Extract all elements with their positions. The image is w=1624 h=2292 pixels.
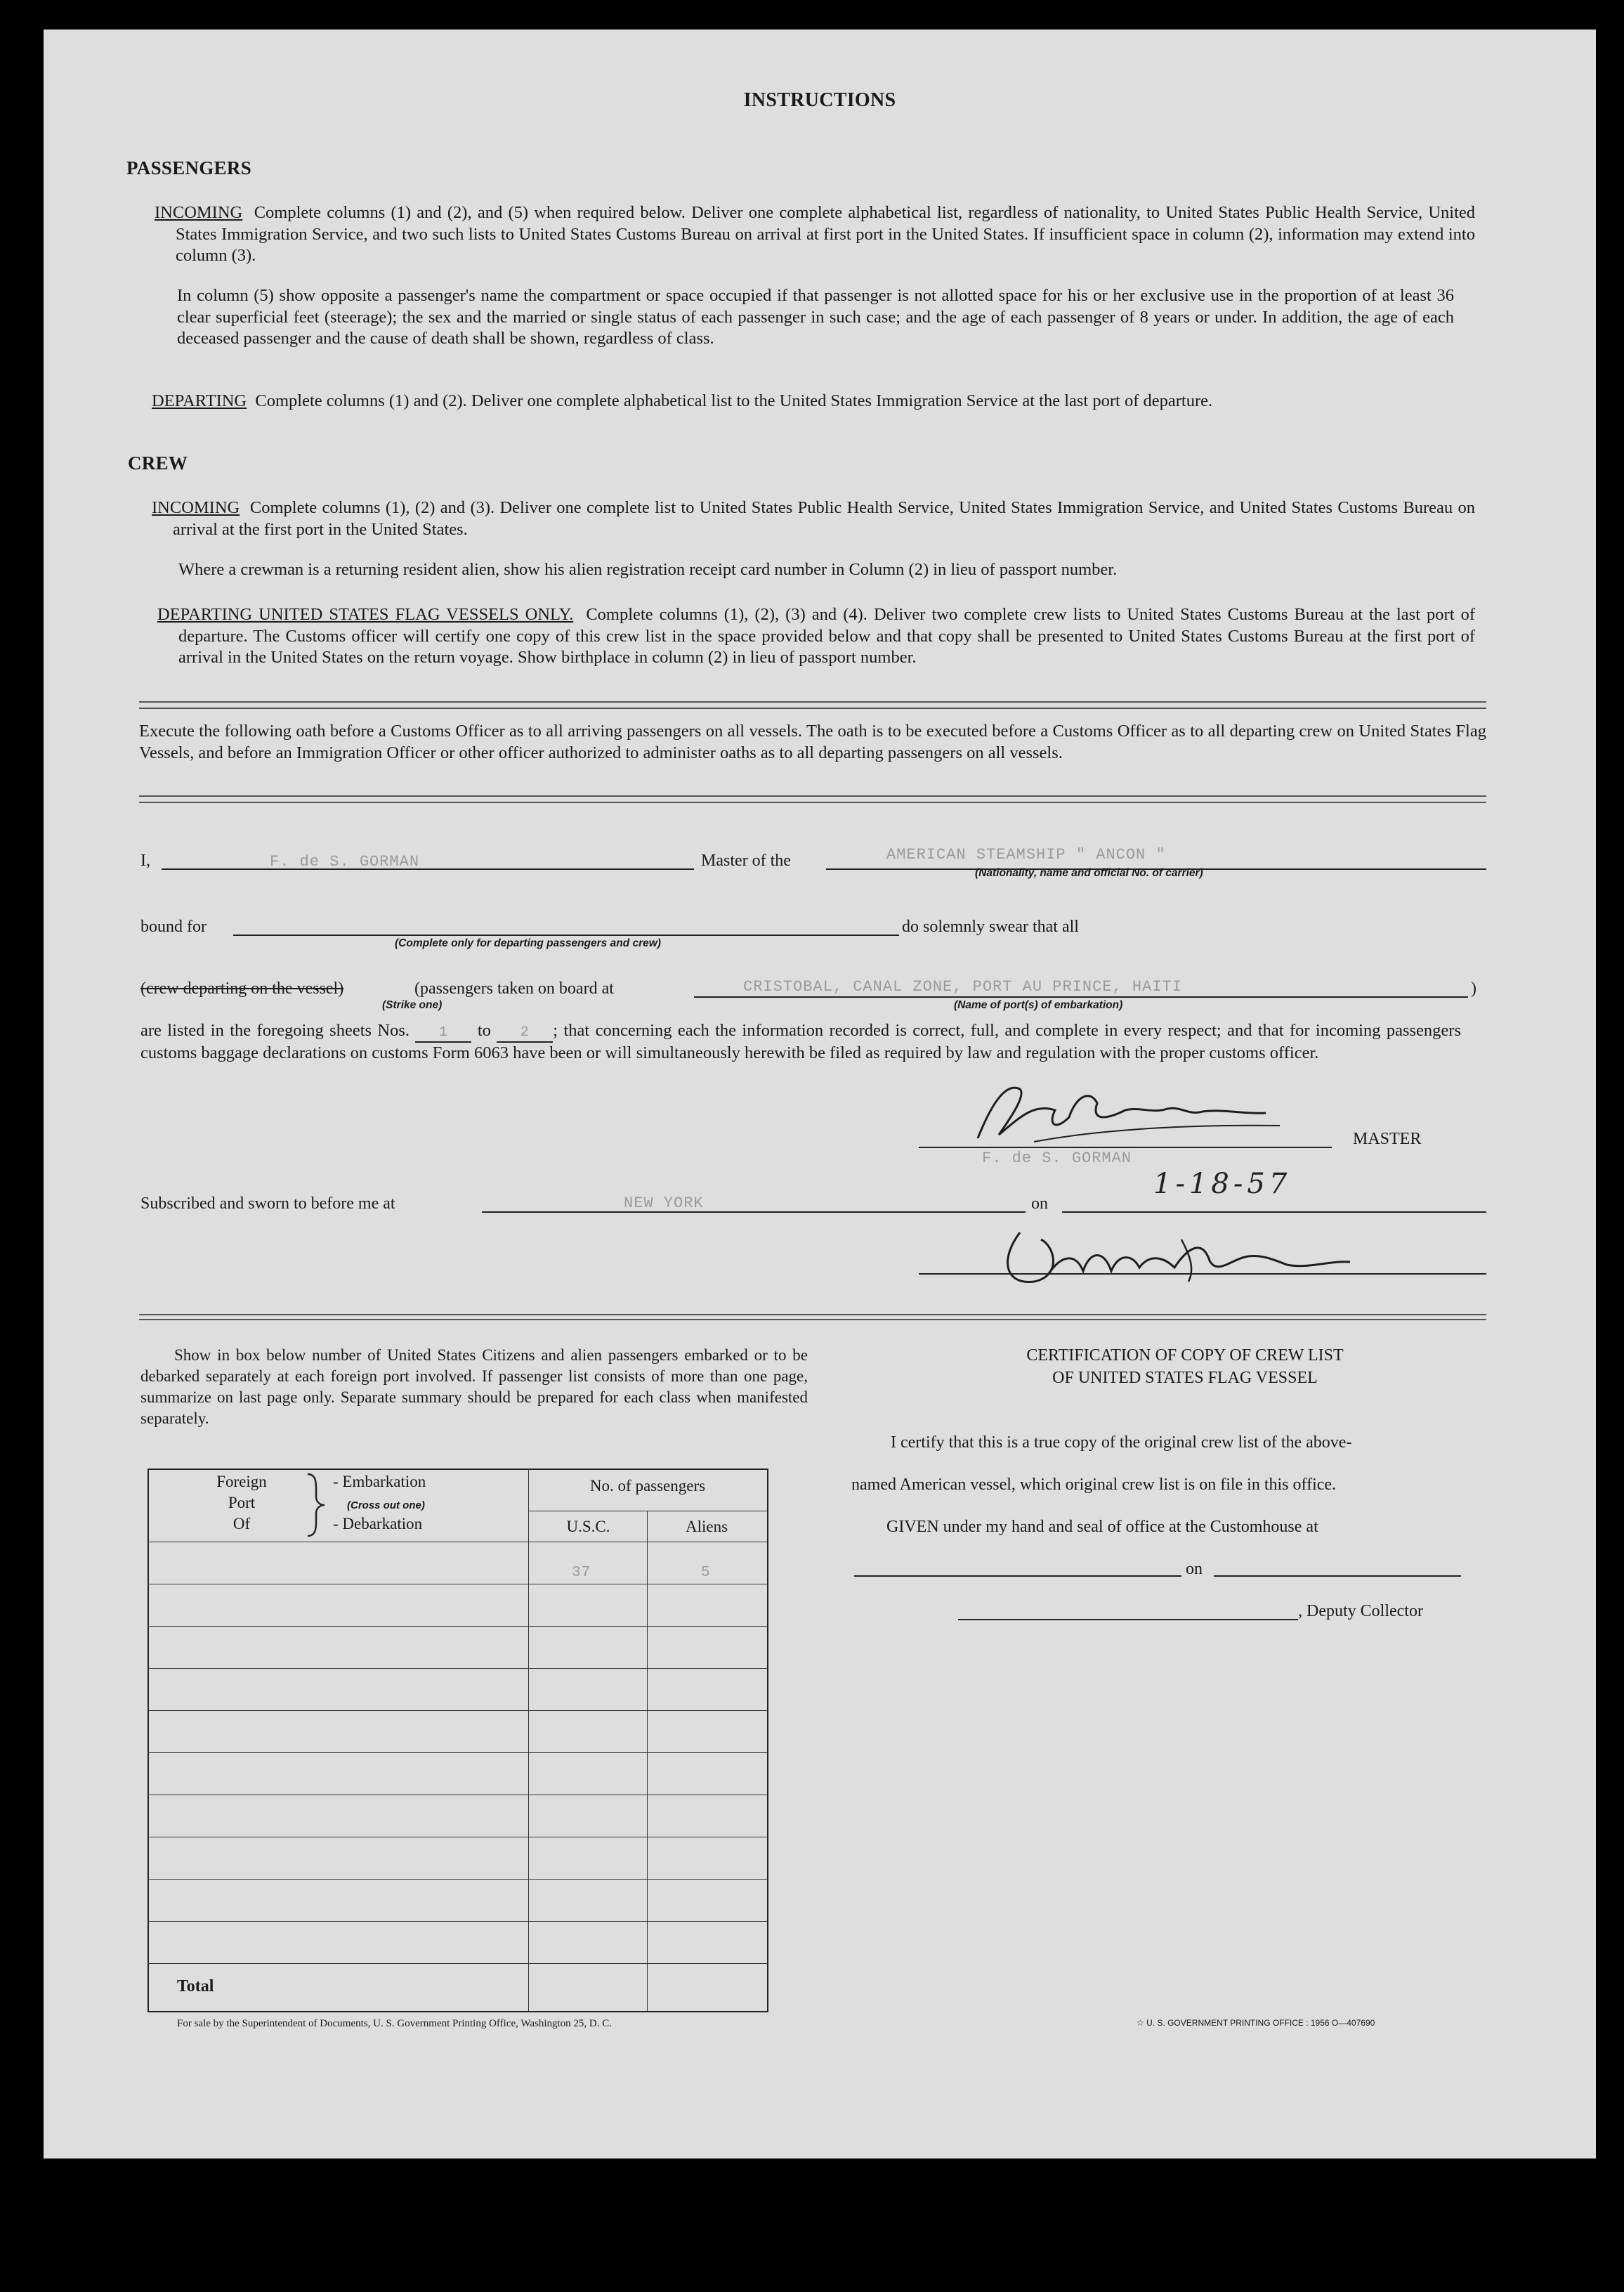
passenger-option: (passengers taken on board at: [414, 979, 614, 998]
crew-incoming-label: INCOMING: [152, 498, 240, 517]
passengers-column5-paragraph: In column (5) show opposite a passenger's name the compartment or space occupied if that passenger is not allotted space for his or her exclusive use in the proportion of at least 36 clear superficial feet (steerage); the sex and the married or single status of each passenger in such case; and the age of each passenger of 8 years or under. In addition, the age of each deceased passenger and the cause of death shall be shown, regardless of class.: [177, 286, 1454, 348]
divider-middle: [139, 795, 1486, 803]
summary-instruction: Show in box below number of United States Citizens and alien passengers embarked or to be debarked separately at each foreign port involved. If passenger list consists of more than one page, summarize on last page only. Separate summary should be prepared for each class when manifested separately.: [140, 1346, 808, 1427]
crew-incoming-paragraph: [152, 497, 1475, 540]
vessel-value: AMERICAN STEAMSHIP " ANCON ": [886, 846, 1166, 864]
subscribed-label: Subscribed and sworn to before me at: [140, 1194, 395, 1213]
deputy-collector-label: , Deputy Collector: [1298, 1602, 1423, 1620]
crew-departing-label: DEPARTING UNITED STATES FLAG VESSELS ONLY.: [157, 605, 574, 624]
passengers-incoming-paragraph: [155, 202, 1475, 267]
passengers-departing-label: DEPARTING: [152, 391, 247, 410]
sheet-from-field: [415, 1022, 471, 1043]
header-embarkation: - Embarkation: [333, 1473, 426, 1490]
customhouse-line: [854, 1575, 1181, 1577]
officer-signature-line: [919, 1273, 1486, 1275]
crew-incoming-text: Complete columns (1), (2) and (3). Deliver one complete list to United States Public Health Service, United States Immigration Service, and United States Customs Bureau on arrival at the first port in the United States.: [173, 498, 1476, 539]
sworn-date-value: 1-18-57: [1153, 1168, 1292, 1200]
certification-title-1: CERTIFICATION OF COPY OF CREW LIST: [1026, 1346, 1344, 1365]
sheet-from-value: 1: [438, 1024, 448, 1041]
master-signature: [950, 1075, 1315, 1152]
oath-i-label: I,: [140, 852, 150, 870]
header-usc: U.S.C.: [566, 1518, 610, 1535]
brace-icon: [303, 1471, 332, 1539]
passengers-heading: PASSENGERS: [126, 157, 252, 178]
sworn-place-value: NEW YORK: [624, 1194, 704, 1212]
strike-caption: (Strike one): [382, 999, 443, 1011]
sworn-date-line: [1062, 1211, 1486, 1213]
oath-statement: [140, 1020, 1461, 1064]
usc-value: 37: [572, 1565, 591, 1581]
oath-statement-text: ; that concerning each the information recorded is correct, full, and complete in every respect; and that for incoming passengers customs baggage declarations on customs Form 6063 have been or will simultaneously herewith be filed as required by law and regulation with the proper customs officer.: [140, 1021, 1461, 1062]
table-row-line-9: [148, 1921, 767, 1922]
crew-departing-paragraph: [157, 604, 1475, 669]
header-aliens: Aliens: [685, 1518, 728, 1535]
crew-heading: CREW: [128, 452, 188, 474]
deputy-collector-line: [958, 1619, 1298, 1620]
certification-date-line: [1214, 1575, 1461, 1577]
master-of-label: Master of the: [701, 852, 791, 870]
sheet-to-value: 2: [520, 1024, 530, 1041]
sheet-to-field: [497, 1022, 553, 1043]
vessel-caption: (Nationality, name and official No. of carrier): [975, 867, 1203, 879]
header-cross-out: (Cross out one): [347, 1499, 425, 1511]
sworn-on-label: on: [1031, 1194, 1048, 1213]
ports-caption: (Name of port(s) of embarkation): [954, 999, 1123, 1011]
swear-label: do solemnly swear that all: [902, 918, 1079, 936]
table-row-line-3: [148, 1668, 767, 1669]
document-page: [44, 30, 1596, 2158]
table-row-line-4: [148, 1710, 767, 1711]
master-label: MASTER: [1353, 1130, 1422, 1148]
certification-line-1: I certify that this is a true copy of the original crew list of the above-: [891, 1433, 1352, 1452]
table-row-line-8: [148, 1879, 767, 1880]
passengers-departing-text: Complete columns (1) and (2). Deliver one complete alphabetical list to the United States Immigration Service at the last port of departure.: [255, 391, 1213, 410]
passengers-incoming-label: INCOMING: [155, 203, 243, 222]
table-col-divider-2: [647, 1511, 648, 2011]
oath-instruction: Execute the following oath before a Customs Officer as to all arriving passengers on all vessels. The oath is to be executed before a Customs Officer as to all departing crew on United States Flag Vessels, and before an Immigration Officer or other officer authorized to administer oaths as to all departing passengers on all vessels.: [139, 722, 1486, 762]
certification-line-2: named American vessel, which original crew list is on file in this office.: [851, 1476, 1337, 1494]
divider-top: [139, 701, 1486, 709]
table-row-line-10: [148, 1963, 767, 1964]
bound-for-label: bound for: [140, 918, 207, 936]
master-typed-name: F. de S. GORMAN: [982, 1150, 1132, 1167]
passengers-departing-paragraph: [152, 391, 1475, 412]
bound-for-line: [233, 935, 899, 936]
ports-line: [694, 996, 1468, 998]
certification-title-2: OF UNITED STATES FLAG VESSEL: [1052, 1369, 1318, 1387]
close-paren: ): [1471, 979, 1476, 998]
crew-departing-text: Complete columns (1), (2), (3) and (4). Deliver two complete crew lists to United States Customs Bureau at the last port of departure. The Customs officer will certify one copy of this crew list in the space provided below and that copy shall be presented to United States Customs Bureau at the first port of arrival in the United States on the return voyage. Show birthplace in column (2) in lieu of passport number.: [178, 605, 1475, 667]
header-foreign: Foreign: [216, 1473, 267, 1490]
sheets-label: are listed in the foregoing sheets Nos.: [140, 1021, 410, 1040]
officer-signature: [978, 1218, 1427, 1296]
aliens-value: 5: [701, 1565, 711, 1581]
sworn-place-line: [482, 1211, 1026, 1213]
passenger-summary-table: [148, 1469, 768, 2012]
certification-on-label: on: [1186, 1560, 1203, 1578]
footer-right: ☆ U. S. GOVERNMENT PRINTING OFFICE : 1956 O—407690: [1137, 2018, 1375, 2028]
footer-left: For sale by the Superintendent of Documents, U. S. Government Printing Office, Washington 25, D. C.: [177, 2018, 612, 2029]
master-name-line: [162, 868, 694, 870]
certification-line-3: GIVEN under my hand and seal of office at the Customhouse at: [886, 1518, 1318, 1536]
table-col-divider-1: [528, 1469, 529, 2011]
table-row-line-2: [148, 1626, 767, 1627]
crew-option-struck: (crew departing on the vessel): [140, 979, 344, 998]
bound-for-caption: (Complete only for departing passengers and crew): [395, 937, 661, 949]
header-debarkation: - Debarkation: [333, 1515, 423, 1532]
master-signature-line: [919, 1147, 1332, 1148]
crew-resident-paragraph: Where a crewman is a returning resident alien, show his alien registration receipt card number in Column (2) in lieu of passport number.: [178, 560, 1118, 579]
ports-value: CRISTOBAL, CANAL ZONE, PORT AU PRINCE, HAITI: [743, 978, 1182, 996]
document-title: INSTRUCTIONS: [743, 89, 896, 111]
header-port: Port: [228, 1494, 256, 1511]
divider-bottom: [139, 1314, 1486, 1320]
master-name-value: F. de S. GORMAN: [270, 853, 420, 871]
header-no-passengers: No. of passengers: [589, 1477, 706, 1495]
passengers-incoming-text: Complete columns (1) and (2), and (5) when required below. Deliver one complete alphabetical list, regardless of nationality, to United States Public Health Service, United States Immigration Service, and two such lists to United States Customs Bureau on arrival at first port in the United States. If insufficient space in column (2), information may extend into column (3).: [176, 203, 1475, 265]
table-row-line-5: [148, 1752, 767, 1753]
total-label: Total: [177, 1977, 214, 1995]
header-of: Of: [233, 1515, 251, 1532]
sheet-to-label: to: [477, 1021, 491, 1040]
